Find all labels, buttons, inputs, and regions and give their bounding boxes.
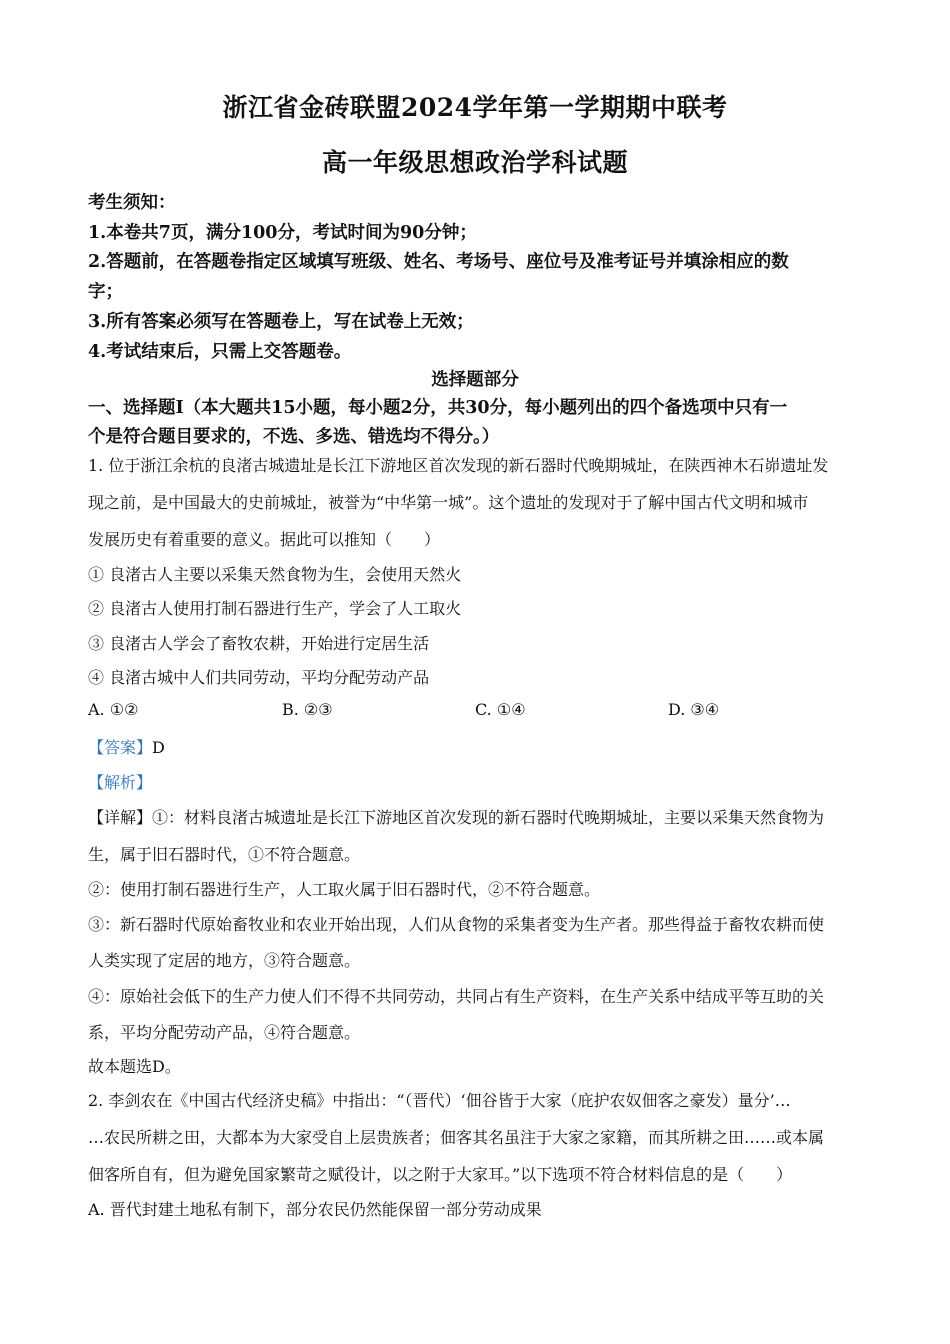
detail-text: 人类实现了定居的地方，③符合题意。 <box>88 951 361 970</box>
section-intro: 个是符合题目要求的，不选、多选、错选均不得分。） <box>88 427 500 447</box>
option-a: A. 晋代封建土地私有制下，部分农民仍然能保留一部分劳动成果 <box>88 1200 542 1219</box>
question-stem: 发展历史有着重要的意义。据此可以推知（ ） <box>88 530 441 549</box>
notice-item: 1.本卷共7页，满分100分，考试时间为90分钟； <box>88 223 477 243</box>
option-b: B. ②③ <box>282 700 333 719</box>
detail-text: ①：材料良渚古城遗址是长江下游地区首次发现的新石器时代晚期城址，主要以采集天然食物为 <box>152 808 825 827</box>
detail-text: ④：原始社会低下的生产力使人们不得不共同劳动，共同占有生产资料，在生产关系中结成平等互助的关 <box>88 987 825 1006</box>
analysis-line <box>88 770 863 793</box>
detail-line <box>88 805 863 828</box>
answer-line <box>88 735 863 758</box>
notice-item: 字； <box>88 282 123 302</box>
answer-value: D <box>152 738 165 757</box>
statement: ① 良渚古人主要以采集天然食物为生，会使用天然火 <box>88 565 462 584</box>
question-stem: 佃客所自有，但为避免国家繁苛之赋役计，以之附于大家耳。”以下选项不符合材料信息的是（ ） <box>88 1165 793 1184</box>
option-a: A. ①② <box>88 700 139 719</box>
notice-item: 2.答题前，在答题卷指定区域填写班级、姓名、考场号、座位号及准考证号并填涂相应的数 <box>88 252 789 272</box>
question-stem: 2. 李剑农在《中国古代经济史稿》中指出：“（晋代）‘佃谷皆于大家（庇护农奴佃客之豪发）量分’… <box>88 1091 791 1110</box>
option-c: C. ①④ <box>475 700 526 719</box>
detail-text: ③：新石器时代原始畜牧业和农业开始出现，人们从食物的采集者变为生产者。那些得益于畜牧农耕而使 <box>88 915 825 934</box>
notice-item: 3.所有答案必须写在答题卷上，写在试卷上无效； <box>88 312 474 332</box>
section-intro: 一、选择题Ⅰ（本大题共15小题，每小题2分，共30分，每小题列出的四个备选项中只有一 <box>88 398 788 418</box>
exam-subtitle: 高一年级思想政治学科试题 <box>321 148 628 177</box>
statement: ④ 良渚古城中人们共同劳动，平均分配劳动产品 <box>88 668 430 687</box>
notice-item: 4.考试结束后，只需上交答题卷。 <box>88 342 352 362</box>
answer-tag: 【答案】 <box>88 738 153 757</box>
statement: ② 良渚古人使用打制石器进行生产，学会了人工取火 <box>88 599 462 618</box>
notice-heading: 考生须知： <box>88 193 176 213</box>
question-stem: 1. 位于浙江余杭的良渚古城遗址是长江下游地区首次发现的新石器时代晚期城址，在陕西神木石峁遗址发 <box>88 456 829 475</box>
detail-text: ②：使用打制石器进行生产，人工取火属于旧石器时代，②不符合题意。 <box>88 880 601 899</box>
question-stem: …农民所耕之田，大都本为大家受自上层贵族者；佃客其名虽注于大家之家籍，而其所耕之田……或本属 <box>88 1128 825 1147</box>
detail-tag: 【详解】 <box>88 808 153 827</box>
detail-text: 系，平均分配劳动产品，④符合题意。 <box>88 1023 361 1042</box>
conclusion-text: 故本题选D。 <box>88 1057 181 1076</box>
statement: ③ 良渚古人学会了畜牧农耕，开始进行定居生活 <box>88 634 430 653</box>
question-stem: 现之前，是中国最大的史前城址，被誉为“中华第一城”。这个遗址的发现对于了解中国古代文明和城市 <box>88 493 809 512</box>
detail-text: 生，属于旧石器时代，①不符合题意。 <box>88 845 361 864</box>
option-d: D. ③④ <box>668 700 720 719</box>
exam-title: 浙江省金砖联盟2024学年第一学期期中联考 <box>222 93 728 122</box>
section-title: 选择题部分 <box>431 370 519 390</box>
analysis-tag: 【解析】 <box>88 773 153 792</box>
